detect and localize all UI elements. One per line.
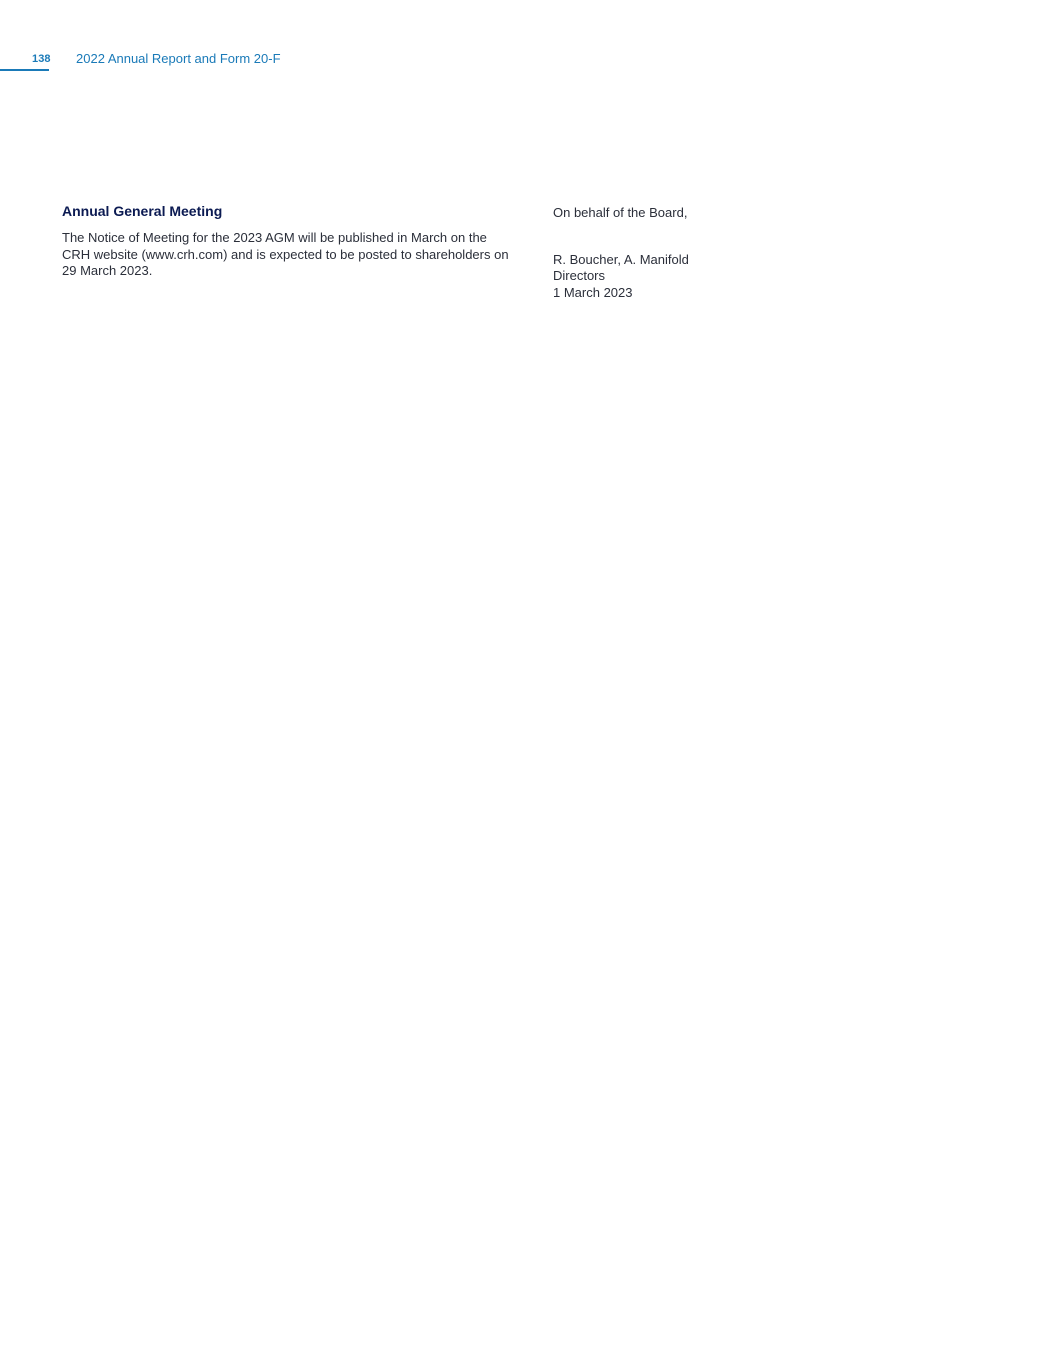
section-heading: Annual General Meeting xyxy=(62,203,223,219)
board-signoff xyxy=(553,205,853,301)
agm-section xyxy=(62,202,517,280)
page-header xyxy=(0,50,400,74)
page-number: 138 xyxy=(32,53,51,65)
agm-notice-paragraph: The Notice of Meeting for the 2023 AGM will be published in March on the CRH website (www.crh.com) and is expected to be posted to shareholders on 29 March 2023. xyxy=(62,230,509,278)
page-number-underline xyxy=(0,69,49,71)
signoff-date: 1 March 2023 xyxy=(553,284,633,300)
signoff-intro: On behalf of the Board, xyxy=(553,205,688,220)
signatory-names: R. Boucher, A. Manifold xyxy=(553,251,689,267)
signatory-role: Directors xyxy=(553,268,606,283)
signatories xyxy=(553,252,853,302)
report-title: 2022 Annual Report and Form 20-F xyxy=(76,51,281,66)
